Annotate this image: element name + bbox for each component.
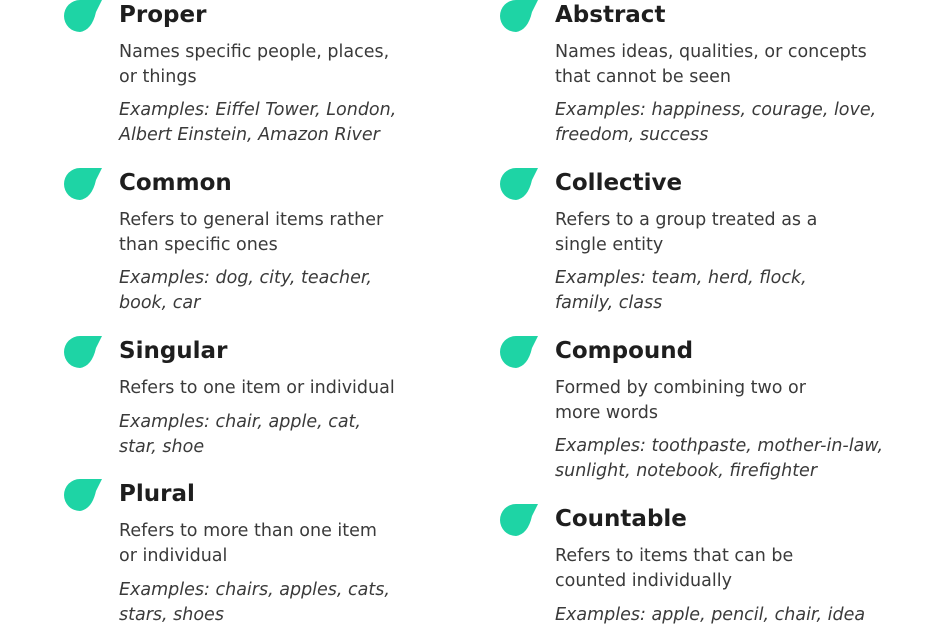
noun-title: Abstract (555, 2, 666, 28)
teardrop-bullet-icon (64, 0, 102, 32)
description-line: single entity (555, 235, 664, 255)
teardrop-bullet-icon (500, 336, 538, 368)
noun-examples (555, 98, 876, 148)
examples-line: Albert Einstein, Amazon River (119, 125, 380, 145)
description-line: than specific ones (119, 235, 278, 255)
description-line: Names ideas, qualities, or concepts (555, 42, 867, 62)
examples-line: Examples: Eiffel Tower, London, (119, 100, 397, 120)
noun-description (119, 208, 383, 258)
noun-examples (555, 266, 807, 316)
noun-title: Compound (555, 338, 694, 364)
description-line: Refers to items that can be (555, 546, 794, 566)
description-line: Refers to a group treated as a (555, 210, 818, 230)
description-line: or things (119, 67, 197, 87)
noun-examples (119, 98, 396, 148)
noun-examples (555, 603, 865, 628)
examples-line: sunlight, notebook, firefighter (555, 461, 818, 481)
examples-line: freedom, success (555, 125, 709, 145)
examples-line: Examples: happiness, courage, love, (555, 100, 877, 120)
noun-description (555, 376, 806, 426)
description-line: Refers to general items rather (119, 210, 384, 230)
examples-line: stars, shoes (119, 605, 224, 625)
noun-description (119, 40, 389, 90)
teardrop-bullet-icon (64, 336, 102, 368)
examples-line: Examples: toothpaste, mother-in-law, (555, 436, 884, 456)
teardrop-bullet-icon (500, 168, 538, 200)
description-line: Names specific people, places, (119, 42, 390, 62)
noun-description (119, 519, 377, 569)
noun-examples (119, 578, 390, 628)
noun-examples (119, 266, 372, 316)
noun-description (555, 40, 867, 90)
noun-title: Countable (555, 506, 687, 532)
noun-examples (119, 410, 361, 460)
noun-description (119, 376, 395, 401)
examples-line: Examples: apple, pencil, chair, idea (555, 605, 866, 625)
noun-title: Plural (119, 481, 195, 507)
noun-description (555, 208, 817, 258)
description-line: Refers to more than one item (119, 521, 377, 541)
examples-line: Examples: dog, city, teacher, (119, 268, 372, 288)
description-line: more words (555, 403, 659, 423)
teardrop-bullet-icon (64, 479, 102, 511)
description-line: or individual (119, 546, 228, 566)
description-line: Formed by combining two or (555, 378, 806, 398)
noun-examples (555, 434, 883, 484)
teardrop-bullet-icon (500, 0, 538, 32)
teardrop-bullet-icon (64, 168, 102, 200)
description-line: counted individually (555, 571, 732, 591)
description-line: Refers to one item or individual (119, 378, 395, 398)
noun-title: Common (119, 170, 232, 196)
teardrop-bullet-icon (500, 504, 538, 536)
noun-description (555, 544, 793, 594)
examples-line: Examples: team, herd, flock, (555, 268, 807, 288)
description-line: that cannot be seen (555, 67, 731, 87)
examples-line: Examples: chairs, apples, cats, (119, 580, 390, 600)
examples-line: Examples: chair, apple, cat, (119, 412, 361, 432)
examples-line: book, car (119, 293, 201, 313)
noun-title: Singular (119, 338, 228, 364)
examples-line: family, class (555, 293, 663, 313)
noun-title: Proper (119, 2, 207, 28)
noun-title: Collective (555, 170, 683, 196)
examples-line: star, shoe (119, 437, 205, 457)
